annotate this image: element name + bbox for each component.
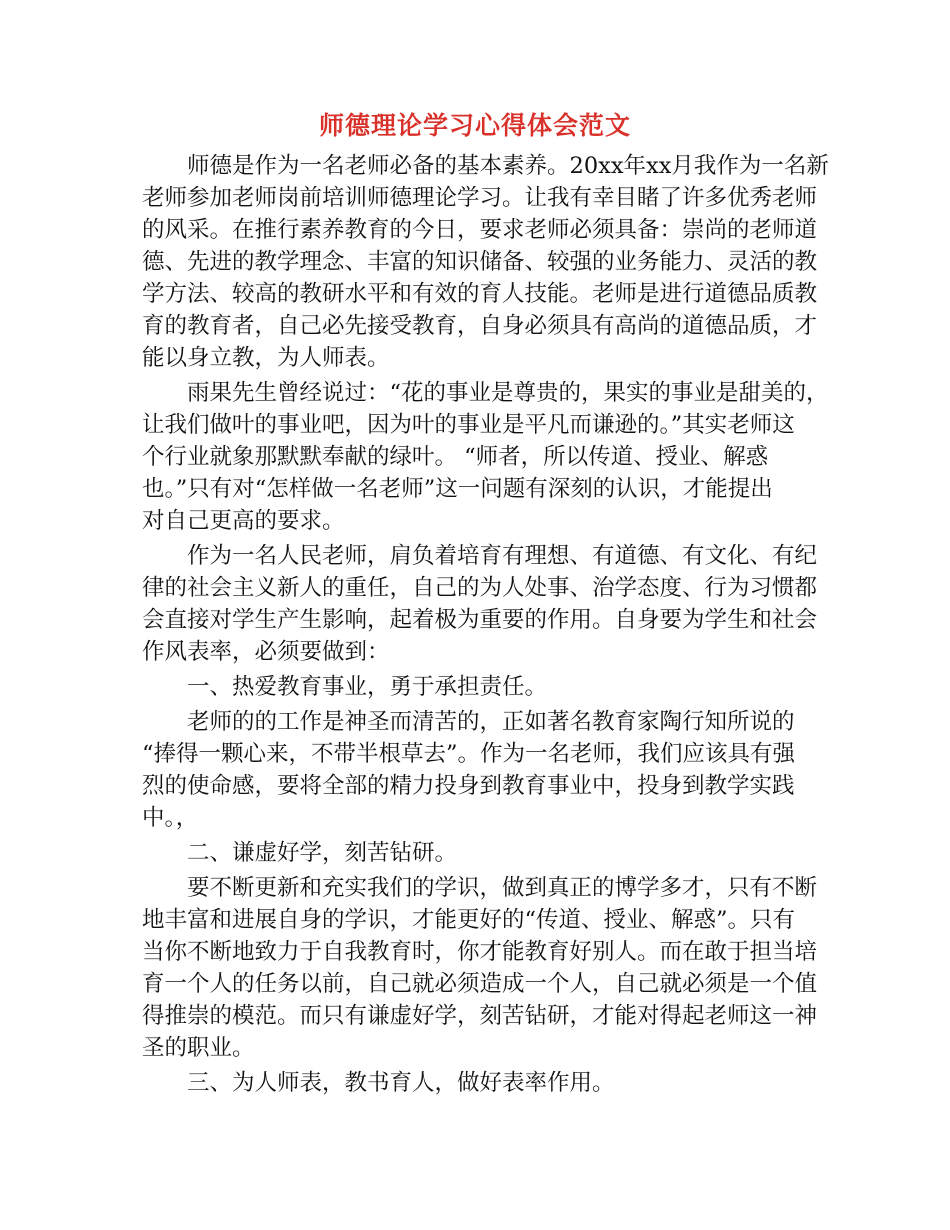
paragraph-line: 能以身立教，为人师表。 — [142, 345, 390, 371]
paragraph-line: 德、先进的教学理念、丰富的知识储备、较强的业务能力、灵活的教 — [142, 249, 818, 275]
paragraph-line: 律的社会主义新人的重任，自己的为人处事、治学态度、行为习惯都 — [142, 575, 818, 601]
paragraph-line: 让我们做叶的事业吧，因为叶的事业是平凡而谦逊的。”其实老师这 — [142, 412, 795, 438]
paragraph-line: 育一个人的任务以前，自己就必须造成一个人，自己就必须是一个值 — [142, 971, 818, 997]
paragraph-line: 学方法、较高的教研水平和有效的育人技能。老师是进行道德品质教 — [142, 281, 818, 307]
paragraph-line: 对自己更高的要求。 — [142, 508, 345, 534]
paragraph-line: 作为一名人民老师，肩负着培育有理想、有道德、有文化、有纪 — [187, 543, 818, 569]
paragraph-line: 作风表率，必须要做到： — [142, 639, 390, 665]
paragraph-line: 的风采。在推行素养教育的今日，要求老师必须具备：崇尚的老师道 — [142, 217, 818, 243]
paragraph-line: 当你不断地致力于自我教育时，你才能教育好别人。而在敢于担当培 — [142, 939, 818, 965]
paragraph-line: 师德是作为一名老师必备的基本素养。20xx年xx月我作为一名新 — [187, 153, 829, 179]
paragraph-line: 雨果先生曾经说过：“花的事业是尊贵的，果实的事业是甜美的， — [187, 380, 829, 406]
section-heading: 三、为人师表，教书育人，做好表率作用。 — [187, 1070, 615, 1096]
section-heading: 二、谦虚好学，刻苦钻研。 — [187, 840, 458, 866]
paragraph-line: 得推崇的模范。而只有谦虚好学，刻苦钻研，才能对得起老师这一神 — [142, 1003, 818, 1029]
paragraph-line: 圣的职业。 — [142, 1035, 255, 1061]
paragraph-line: “捧得一颗心来，不带半根草去”。作为一名老师，我们应该具有强 — [142, 741, 796, 767]
paragraph-line: 育的教育者，自己必先接受教育，自身必须具有高尚的道德品质，才 — [142, 313, 818, 339]
paragraph-line: 个行业就象那默默奉献的绿叶。 “师者，所以传道、授业、解惑 — [142, 444, 769, 470]
paragraph-line: 老师参加老师岗前培训师德理论学习。让我有幸目睹了许多优秀老师 — [142, 185, 818, 211]
paragraph-line: 要不断更新和充实我们的学识，做到真正的博学多才，只有不断 — [187, 875, 818, 901]
paragraph-line: 老师的的工作是神圣而清苦的，正如著名教育家陶行知所说的 — [187, 709, 795, 735]
paragraph-line: 中。， — [142, 805, 199, 831]
paragraph-line: 地丰富和进展自身的学识，才能更好的“传道、授业、解惑”。只有 — [142, 907, 796, 933]
section-heading: 一、热爱教育事业，勇于承担责任。 — [187, 674, 548, 700]
paragraph-line: 也。”只有对“怎样做一名老师”这一问题有深刻的认识，才能提出 — [142, 476, 773, 502]
paragraph-line: 烈的使命感，要将全部的精力投身到教育事业中，投身到教学实践 — [142, 773, 795, 799]
paragraph-line: 会直接对学生产生影响，起着极为重要的作用。自身要为学生和社会 — [142, 607, 818, 633]
document-title: 师德理论学习心得体会范文 — [318, 111, 631, 140]
